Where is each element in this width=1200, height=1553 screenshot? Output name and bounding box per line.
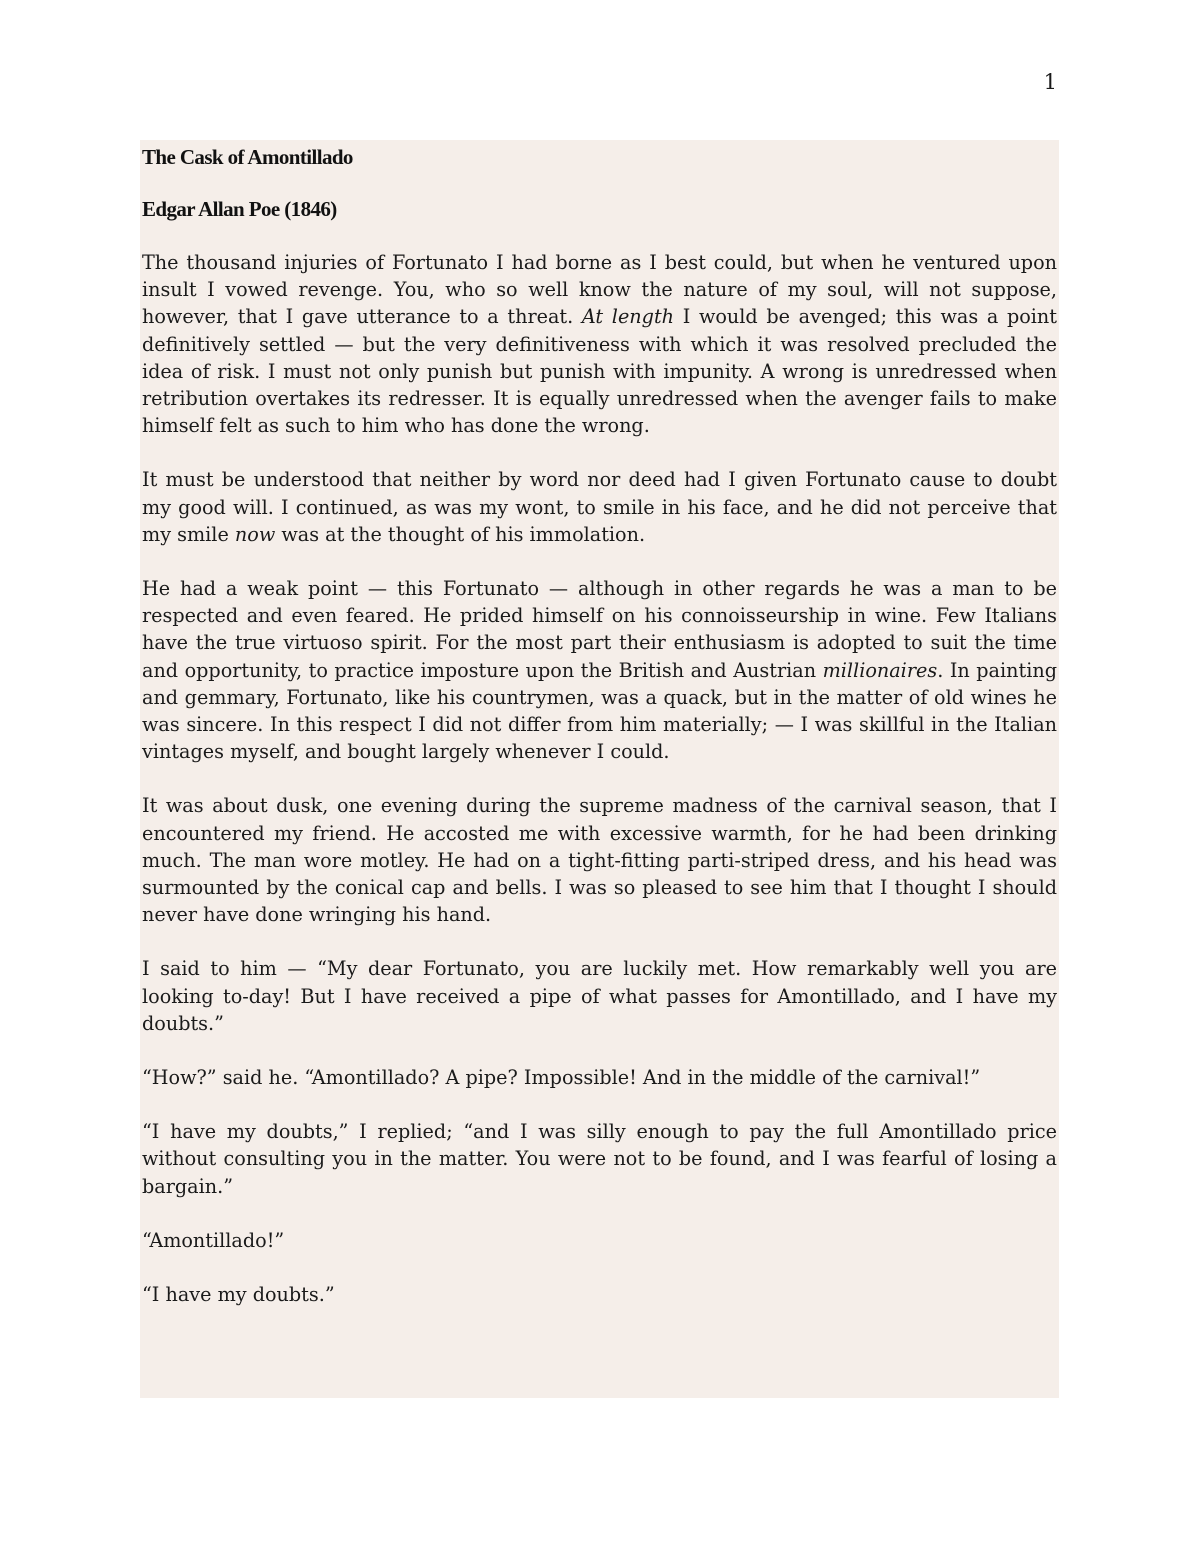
document-title: The Cask of Amontillado <box>142 145 353 169</box>
paragraph-9: “I have my doubts.” <box>142 1283 335 1307</box>
document-author: Edgar Allan Poe (1846) <box>142 197 337 221</box>
paragraph-3-italic: millionaires <box>822 658 938 682</box>
paragraph-4: It was about dusk, one evening during the supreme madness of the carnival season, that I encountered my friend. He accosted me with excessive warmth, for he had been drinking much. The man wore motley. He had on a tight-fitting parti-striped dress, and his head was surmounted by the conical cap and bells. I was so pleased to see him that I thought I should never have done wringing his hand. <box>142 794 1057 927</box>
paragraph-3-text-a: He had a weak point — this Fortunato — although in other regards he was a man to be respected and even feared. He prided himself on his connoisseurship in wine. Few Italians have the true virtuoso spirit. For the most part their enthusiasm is adopted to suit the time and opportunity, to practice imposture upon the British and Austrian <box>142 577 1057 682</box>
paragraph-2-text-a: It must be understood that neither by word nor deed had I given Fortunato cause to doubt my good will. I continued, as was my wont, to smile in his face, and he did not perceive that my smile <box>142 468 1057 546</box>
paragraph-8: “Amontillado!” <box>142 1228 285 1252</box>
paragraph-6: “How?” said he. “Amontillado? A pipe? Impossible! And in the middle of the carnival!” <box>142 1066 981 1090</box>
paragraph-1-text-b: I would be avenged; this was a point definitively settled — but the very definitiveness with which it was resolved precluded the idea of risk. I must not only punish but punish with impunity. A wrong is unredressed when retribution overtakes its redresser. It is equally unredressed when the avenger fails to make himself felt as such to him who has done the wrong. <box>142 305 1057 438</box>
paragraph-1 <box>142 249 1057 439</box>
paragraph-3-text-b: . In painting and gemmary, Fortunato, like his countrymen, was a quack, but in the matter of old wines he was sincere. In this respect I did not differ from him materially; — I was skillful in the Italian vintages myself, and bought largely whenever I could. <box>142 658 1057 764</box>
paragraph-1-text-a: The thousand injuries of Fortunato I had borne as I best could, but when he ventured upon insult I vowed revenge. You, who so well know the nature of my soul, will not suppose, however, that I gave utterance to a threat. <box>142 251 1057 329</box>
paragraph-5: I said to him — “My dear Fortunato, you are luckily met. How remarkably well you are looking to-day! But I have received a pipe of what passes for Amontillado, and I have my doubts.” <box>142 957 1057 1035</box>
paragraph-2-text-b: was at the thought of his immolation. <box>275 522 646 546</box>
paragraph-2 <box>142 466 1057 548</box>
paragraph-7: “I have my doubts,” I replied; “and I was silly enough to pay the full Amontillado price without consulting you in the matter. You were not to be found, and I was fearful of losing a bargain.” <box>142 1120 1057 1198</box>
paragraph-3 <box>142 575 1057 765</box>
paragraph-2-italic: now <box>234 522 276 546</box>
document-body <box>140 140 1059 1398</box>
paragraph-1-italic: At length <box>581 305 675 329</box>
page-number: 1 <box>1043 70 1057 94</box>
